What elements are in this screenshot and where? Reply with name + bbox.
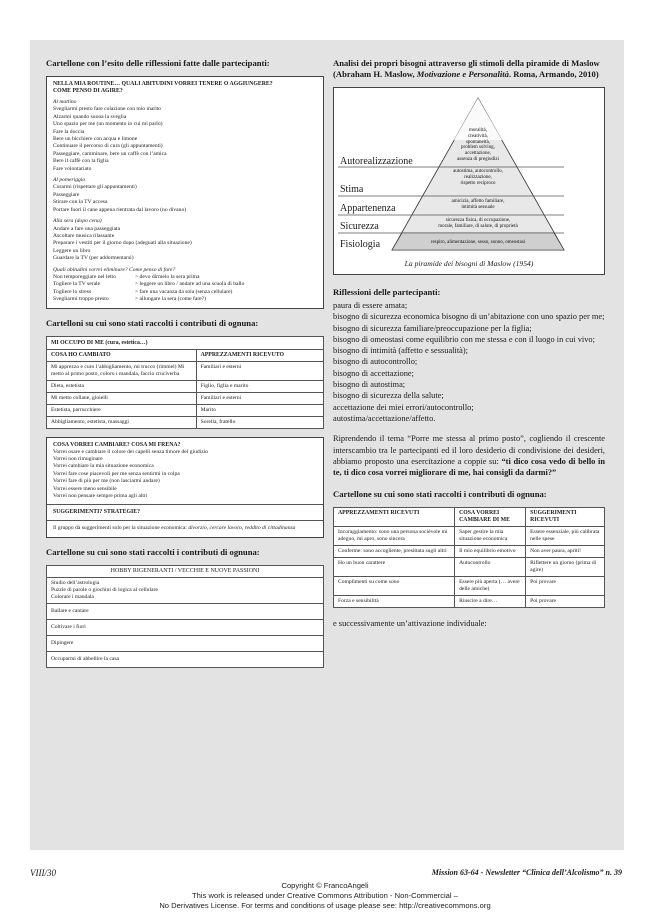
pyramid-text-line: autostima, autocontrollo, — [453, 169, 503, 174]
pyramid-text-line: assenza di pregiudizi — [457, 156, 499, 162]
routine-line: Ascoltare musica rilassante — [53, 232, 115, 239]
occupo-cell-change: Abbigliamento, estetista, massaggi — [47, 416, 197, 428]
pyramid-text-top — [443, 128, 513, 163]
pyramid-text-line: sicurezza fisica, di occupazione, — [445, 218, 511, 223]
left-column — [46, 58, 324, 668]
table-heading: Cartellone su cui sono stati raccolti i contributi di ognuna: — [333, 489, 547, 500]
routine-line: Alzarmi quando suona la sveglia — [53, 113, 127, 120]
right-column — [333, 58, 605, 630]
occupo-cell-change: Mi metto collane, gioielli — [47, 392, 197, 404]
maslow-heading-a: Analisi dei propri bisogni attraverso gli stimoli della piramide di Maslow (Abraham H. Maslow, — [333, 58, 600, 79]
frena-line: Vorrei fare di più per me (non lasciarmi andare) — [53, 478, 160, 485]
maslow-heading-c: . Roma, Armando, 2010) — [508, 69, 599, 79]
pyramid-text-appartenenza — [426, 199, 530, 211]
pyramid-text-line: realizzazione, — [464, 174, 492, 180]
occupo-cell-change: Dieta, estetista — [47, 380, 197, 392]
routine-heading: Cartellone con l’esito delle riflessioni fatte dalle partecipanti: — [46, 58, 270, 68]
occupo-row — [47, 416, 324, 428]
hobby-row — [47, 635, 324, 651]
exercise-paragraph — [333, 433, 605, 478]
occupo-row — [47, 404, 324, 416]
sugg-title: SUGGERIMENTI? STRATEGIE? — [53, 509, 141, 516]
eliminate-habit: Non temporeggiare nel letto — [53, 273, 116, 280]
pyramid-text-line: rispetto reciproco — [460, 180, 496, 186]
routine-line: Curarmi (rispettare gli appuntamenti) — [53, 184, 137, 191]
appreciation-table-cell: Essere più aperta (… avere delle amiche) — [455, 577, 526, 596]
frena-line: Vorrei cambiare la mia situazione economica — [53, 463, 154, 470]
occupo-title: MI OCCUPO DI ME (cura, estetica…) — [46, 336, 324, 349]
level-appartenenza: Appartenenza — [340, 203, 396, 214]
routine-sections — [53, 99, 317, 263]
eliminate-strategy: > leggere un libro / andare ad una scuola di ballo — [135, 281, 245, 288]
copyright-line-1: Copyright © FrancoAngeli — [281, 881, 369, 890]
maslow-heading — [333, 58, 605, 80]
appreciation-table-cell: Poi provare — [526, 577, 605, 596]
appreciation-table-header: APPREZZAMENTI RICEVUTI — [334, 508, 455, 527]
eliminate-strategy: > devo dirmelo la sera prima — [135, 273, 200, 280]
eliminate-habit: Togliere la TV serale — [53, 281, 101, 288]
pyramid-text-line: moralità, — [469, 128, 487, 133]
reflection-line: bisogno di sicurezza familiare/preoccupazione per la figlia; — [333, 323, 532, 333]
pyramid-text-line: problem solving, — [461, 145, 495, 151]
copyright-line-2: This work is released under Creative Commons Attribution - Non-Commercial – — [192, 891, 458, 900]
hobby-item: Colorare i mandala — [51, 593, 94, 600]
appreciation-table-cell: Saper gestire la mia situazione economica — [455, 527, 526, 546]
routine-line: Stirare con la TV accesa — [53, 199, 108, 206]
appreciation-table-cell: Ho un buon carattere — [334, 558, 455, 577]
hobby-heading: Cartellone su cui sono stati raccolti i contributi di ognuna: — [46, 546, 260, 557]
occupo-row — [47, 361, 324, 380]
appreciation-table-cell: Il mio equilibrio emotivo — [455, 546, 526, 558]
frena-box — [46, 437, 324, 538]
routine-line: Guardare la TV (per addormentarsi) — [53, 255, 134, 262]
routine-line: Bere il caffè con la figlia — [53, 158, 109, 165]
level-autorealizzazione: Autorealizzazione — [340, 156, 413, 167]
routine-line: Svegliarmi presto fare colazione con mio marito — [53, 106, 162, 113]
sugg-text: Il gruppo dà suggerimenti solo per la situazione economica: — [53, 525, 187, 532]
pyramid-text-fisiologia — [400, 240, 556, 246]
routine-line: Passeggiare, camminare, bere un caffè con l’amica — [53, 150, 167, 157]
pyramid-text-sicurezza — [414, 218, 542, 230]
hobby-row — [47, 651, 324, 667]
hobby-cell: Dipingere — [47, 635, 324, 651]
maslow-pyramid-figure — [333, 87, 605, 275]
hobby-row — [47, 577, 324, 603]
routine-section-label: Alla sera (dopo cena) — [53, 218, 102, 225]
maslow-heading-book: Motivazione e Personalità — [416, 69, 509, 79]
reflections-heading: Riflessioni delle partecipanti: — [333, 287, 441, 297]
appreciation-table-row — [334, 577, 605, 596]
exercise-text: Riprendendo il tema “Porre me stessa al primo posto”, cogliendo il crescente interscambio tra le partecipanti ed il loro desiderio di condivisione dei desideri, abbiamo proposto una esercitazione a coppie su: — [333, 434, 605, 466]
pyramid-text-line: respiro, alimentazione, sesso, sonno, omeostasi — [430, 240, 526, 245]
routine-title-2: COME PENSO DI AGIRE? — [53, 88, 123, 94]
hobby-cell: Ballare e cantare — [47, 603, 324, 619]
level-sicurezza: Sicurezza — [340, 221, 379, 232]
footer-journal: Mission 63-64 - Newsletter “Clinica dell’Alcolismo” n. 39 — [431, 868, 622, 877]
occupo-cell-change: Estetista, parrucchiere — [47, 404, 197, 416]
occupo-table — [46, 349, 324, 429]
routine-line: Leggere un libro — [53, 247, 91, 254]
occupo-cell-appreciation: Familiari e esterni — [196, 361, 323, 380]
hobby-row — [47, 603, 324, 619]
appreciation-table-cell: Essere essenziale, più calibrata nelle spese — [526, 527, 605, 546]
pyramid-text-line: intimità sessuale — [461, 204, 495, 210]
closing-text: e successivamente un’attivazione individuale: — [333, 619, 487, 629]
footer-page-number: VIII/30 — [30, 868, 56, 878]
hobby-cell: Coltivare i fiori — [47, 619, 324, 635]
hobby-cell — [47, 577, 324, 603]
eliminate-row — [53, 281, 317, 288]
routine-line: Bere un bicchiere con acqua e limone — [53, 136, 138, 143]
occupo-cell-appreciation: Figlio, figlia e marito — [196, 380, 323, 392]
exercise-quote: “ti dico cosa vedo di bello in te, ti dico cosa vorrei migliorare di me, hai consigli da darmi?” — [333, 456, 606, 478]
reflection-line: bisogno di autocontrollo; — [333, 357, 418, 367]
appreciation-table-cell: Forza e sensibilità — [334, 596, 455, 608]
reflection-line: bisogno di omeostasi come equilibrio con me stessa e con il luogo in cui vivo; — [333, 334, 595, 344]
appreciation-table-row — [334, 558, 605, 577]
pyramid-text-line: creatività, — [468, 133, 488, 139]
occupo-row — [47, 380, 324, 392]
routine-box — [46, 76, 324, 309]
pyramid-text-line: accettazione, — [465, 151, 491, 157]
hobby-title: HOBBY RIGENERANTI / VECCHIE E NUOVE PASSIONI — [47, 565, 324, 577]
eliminate-habit: Svegliarmi troppo presto — [53, 296, 109, 303]
reflection-line: accettazione dei miei errori/autocontrollo; — [333, 402, 474, 412]
reflection-line: bisogno di sicurezza della salute; — [333, 391, 444, 401]
frena-line: Vorrei essere meno sensibile — [53, 485, 117, 492]
sugg-italic: divorzio, cercare lavoro, reddito di cittadinanza — [188, 525, 296, 532]
reflection-line: bisogno di autostima; — [333, 380, 406, 390]
frena-line: Vorrei non rimuginare — [53, 455, 103, 462]
occupo-cell-change: Mi apprezzo e curo l’abbigliamento, mi trucco (rimmel) Mi metto al primo posto, coloro i mandala, faccio cruciverba — [47, 361, 197, 380]
level-fisiologia: Fisiologia — [340, 239, 381, 250]
reflection-line: paura di essere amata; — [333, 301, 408, 310]
eliminate-row — [53, 296, 317, 303]
pyramid-text-stima — [434, 169, 522, 186]
occupo-cell-appreciation: Sorella, fratello — [196, 416, 323, 428]
routine-line: Andare a fare una passeggiata — [53, 225, 121, 232]
eliminate-strategy: > allungare la sera (come fare?) — [135, 296, 207, 303]
appreciation-table-cell: Autocontrollo — [455, 558, 526, 577]
occupo-col-1: COSA HO CAMBIATO — [47, 349, 197, 361]
pyramid-text-line: spontaneità, — [465, 139, 491, 145]
appreciation-table-row — [334, 546, 605, 558]
routine-line: Fare volontariato — [53, 165, 92, 172]
hobby-cell: Occuparmi di abbellire la casa — [47, 651, 324, 667]
appreciation-table-cell: Incoraggiamento: sono una persona sociévole mi adeguo, mi apro, sono sincera — [334, 527, 455, 546]
routine-section-label: Al pomeriggio — [53, 177, 86, 184]
appreciation-table — [333, 507, 605, 608]
reflection-line: bisogno di accettazione; — [333, 368, 414, 378]
routine-title: NELLA MIA ROUTINE… QUALI ABITUDINI VORREI TENERE O AGGIUNGERE? — [53, 81, 273, 87]
pyramid-text-line: amicizia, affetto familiare, — [451, 199, 505, 204]
eliminate-strategy: > fare una vacanza da sola (senza cellulare) — [135, 288, 233, 295]
copyright-line-3: No Derivatives License. For terms and conditions of usage please see: http://creativecommons.org — [159, 901, 491, 910]
routine-line: Fare la doccia — [53, 128, 85, 135]
appreciation-table-header: COSA VORREI CAMBIARE DI ME — [455, 508, 526, 527]
occupo-col-2: APPREZZAMENTI RICEVUTO — [196, 349, 323, 361]
occupo-heading: Cartelloni su cui sono stati raccolti i contributi di ognuna: — [46, 317, 259, 328]
eliminate-label: Quali abitudini vorrei eliminare? Come penso di fare? — [53, 266, 176, 273]
hobby-item: Studio dell’astrologia — [51, 579, 100, 586]
eliminate-habit: Togliere lo stress — [53, 288, 92, 295]
reflections-list — [333, 300, 605, 424]
hobby-table — [46, 565, 324, 668]
pyramid-caption: La piramide dei bisogni di Maslow (1954) — [404, 259, 534, 268]
routine-section-label: Al mattino — [53, 99, 77, 105]
routine-line: Passeggiare — [53, 191, 80, 198]
hobby-row — [47, 619, 324, 635]
frena-line: Vorrei non pensare sempre prima agli altri — [53, 493, 148, 499]
appreciation-table-row — [334, 596, 605, 608]
occupo-cell-appreciation: Familiari e esterni — [196, 392, 323, 404]
appreciation-table-cell: Riuscire a dire… — [455, 596, 526, 608]
occupo-cell-appreciation: Marito — [196, 404, 323, 416]
eliminate-list — [53, 274, 317, 304]
reflection-line: autostima/accettazione/affetto. — [333, 413, 436, 423]
routine-line: Preparare i vestiti per il giorno dopo (adeguati alla situazione) — [53, 240, 192, 247]
routine-line: Portare fuori il cane appena rientrata dal lavoro (no divano) — [53, 206, 187, 213]
pyramid-text-line: morale, familiare, di salute, di proprietà — [438, 223, 518, 229]
hobby-item: Puzzle di parole o giochini di logica al cellulare — [51, 586, 158, 593]
copyright-notice — [0, 881, 650, 911]
frena-title: COSA VORREI CAMBIARE? COSA MI FRENA? — [53, 441, 181, 448]
appreciation-table-row — [334, 527, 605, 546]
appreciation-table-cell: Complimenti su come sono — [334, 577, 455, 596]
appreciation-table-cell: Poi provare — [526, 596, 605, 608]
frena-line: Vorrei fare cose piacevoli per me senza sentirmi in colpa — [53, 470, 180, 477]
reflection-line: bisogno di intimità (affetto e sessualità); — [333, 346, 468, 356]
eliminate-row — [53, 274, 317, 281]
frena-line: Vorrei osare e cambiare il colore dei capelli senza timore del giudizio — [53, 448, 209, 455]
appreciation-table-header: SUGGERIMENTI RICEVUTI — [526, 508, 605, 527]
routine-line: Uno spazio per me (un momento in cui mi parlo) — [53, 121, 163, 128]
eliminate-row — [53, 289, 317, 296]
routine-line: Continuare il percorso di cura (gli appuntamenti) — [53, 143, 163, 150]
reflection-line: bisogno di sicurezza economica bisogno di un’abitazione con uno spazio per me; — [333, 312, 605, 322]
frena-lines — [53, 449, 317, 501]
occupo-row — [47, 392, 324, 404]
appreciation-table-cell: Riflettere un giorno (prima di agire) — [526, 558, 605, 577]
appreciation-table-cell: Conferme: sono accogliente, presittata sugli altri — [334, 546, 455, 558]
appreciation-table-cell: Non aver paura, aprìti! — [526, 546, 605, 558]
level-stima: Stima — [340, 184, 364, 195]
